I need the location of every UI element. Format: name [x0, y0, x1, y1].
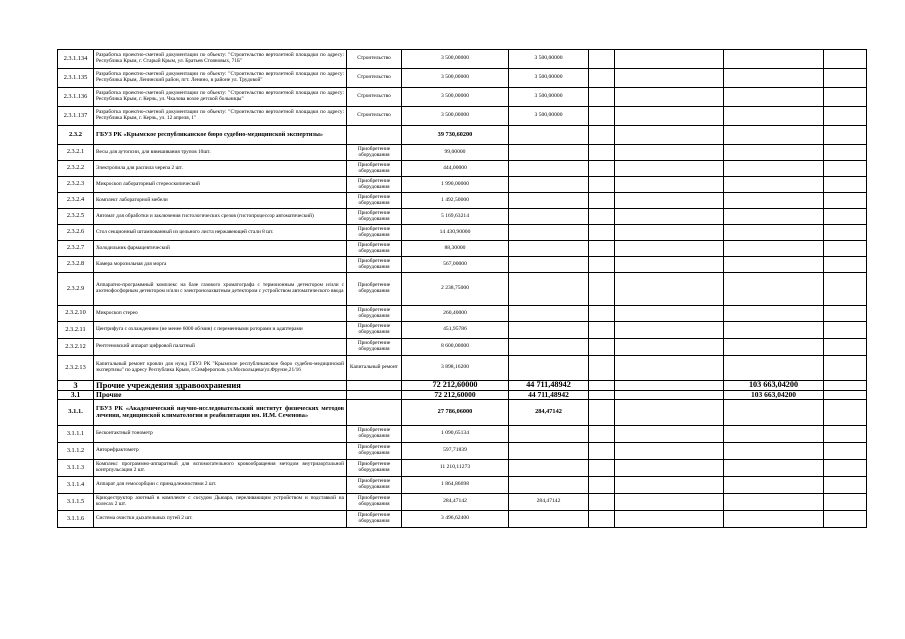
row-number-cell: 2.3.2.7 [58, 241, 94, 257]
row-empty-cell [589, 177, 615, 193]
row-description-cell: Система очистки дыхательных путей 2 шт. [94, 511, 347, 528]
row-amount-3-cell [615, 126, 724, 145]
table-row [58, 50, 867, 69]
row-amount-4-cell [724, 193, 824, 209]
row-type-cell: Приобретение оборудования [347, 443, 402, 460]
row-amount-1-cell: 2 238,75000 [402, 273, 509, 306]
row-amount-2-cell: 3 500,00000 [509, 107, 589, 126]
row-amount-2-cell [509, 209, 589, 225]
row-empty-cell [824, 356, 867, 381]
row-amount-2-cell [509, 126, 589, 145]
table-row [58, 460, 867, 477]
row-number-cell: 3.1.1. [58, 400, 94, 426]
row-empty-cell [824, 50, 867, 69]
row-amount-4-cell [724, 426, 824, 443]
row-description-cell: Аппаратно-программный комплекс на базе газового хроматографа с термоионным детектором и/или с азотнофосфорным детектором и/или с электронозахватным детектором с устройством автоматического ввода [94, 273, 347, 306]
row-amount-4-cell [724, 50, 824, 69]
row-description-cell: Комплекс программно-аппаратный для вспомогательного кровообращения методом внутриаортальной контрпульсации 2 шт. [94, 460, 347, 477]
row-amount-3-cell [615, 443, 724, 460]
row-number-cell: 3.1.1.6 [58, 511, 94, 528]
row-description-cell: Аппарат для гемосорбции с принадлежностями 2 шт. [94, 477, 347, 494]
row-description-cell: Разработка проектно-сметной документации по объекту: "Строительство вертолетной площадки по адресу: Республика Крым, г. Керчь, ул. Чкалова возле детской больницы" [94, 88, 347, 107]
row-number-cell: 2.3.2.6 [58, 225, 94, 241]
row-amount-2-cell [509, 225, 589, 241]
row-description-cell: Центрифуга с охлаждением (не менее 6000 об/мин) с переменными роторами и адаптерами [94, 322, 347, 339]
row-amount-4-cell [724, 209, 824, 225]
row-empty-cell [824, 511, 867, 528]
row-number-cell: 3.1.1.5 [58, 494, 94, 511]
row-empty-cell [589, 511, 615, 528]
row-type-cell: Приобретение оборудования [347, 225, 402, 241]
row-empty-cell [589, 356, 615, 381]
row-description-cell: Прочие учреждения здравоохранения [94, 381, 347, 391]
row-amount-3-cell [615, 381, 724, 391]
row-empty-cell [589, 145, 615, 161]
table-row [58, 306, 867, 322]
table-row [58, 400, 867, 426]
row-empty-cell [824, 391, 867, 400]
row-number-cell: 2.3.2 [58, 126, 94, 145]
row-type-cell: Приобретение оборудования [347, 177, 402, 193]
table-row [58, 356, 867, 381]
row-empty-cell [824, 88, 867, 107]
row-amount-4-cell [724, 511, 824, 528]
row-amount-3-cell [615, 356, 724, 381]
row-amount-4-cell [724, 477, 824, 494]
row-amount-3-cell [615, 241, 724, 257]
row-type-cell: Приобретение оборудования [347, 322, 402, 339]
row-number-cell: 2.3.2.8 [58, 257, 94, 273]
row-empty-cell [589, 381, 615, 391]
row-amount-1-cell: 1 492,50000 [402, 193, 509, 209]
row-description-cell: Разработка проектно-сметной документации по объекту: "Строительство вертолетной площадки по адресу: Республика Крым, г. Керчь, ул. 12 апреля, 1" [94, 107, 347, 126]
table-row [58, 225, 867, 241]
row-amount-3-cell [615, 88, 724, 107]
row-amount-2-cell [509, 511, 589, 528]
row-number-cell: 2.3.2.10 [58, 306, 94, 322]
row-empty-cell [824, 145, 867, 161]
row-type-cell: Приобретение оборудования [347, 161, 402, 177]
row-amount-1-cell: 5 169,63214 [402, 209, 509, 225]
row-type-cell [347, 391, 402, 400]
row-amount-2-cell [509, 273, 589, 306]
row-amount-1-cell: 444,00000 [402, 161, 509, 177]
row-empty-cell [589, 306, 615, 322]
row-amount-4-cell [724, 494, 824, 511]
row-amount-2-cell: 44 711,48942 [509, 381, 589, 391]
row-empty-cell [589, 494, 615, 511]
row-number-cell: 2.3.2.5 [58, 209, 94, 225]
row-number-cell: 2.3.2.2 [58, 161, 94, 177]
row-amount-2-cell [509, 477, 589, 494]
row-amount-1-cell: 11 210,11273 [402, 460, 509, 477]
budget-table [57, 49, 867, 528]
row-number-cell: 2.3.2.1 [58, 145, 94, 161]
row-amount-3-cell [615, 322, 724, 339]
row-empty-cell [589, 193, 615, 209]
row-empty-cell [824, 443, 867, 460]
row-type-cell: Капитальный ремонт [347, 356, 402, 381]
row-amount-1-cell: 14 430,90000 [402, 225, 509, 241]
row-empty-cell [589, 209, 615, 225]
row-amount-3-cell [615, 107, 724, 126]
row-amount-3-cell [615, 511, 724, 528]
row-amount-1-cell: 260,40000 [402, 306, 509, 322]
row-description-cell: Автомат для обработки и заключения гистологических срезов (гистопроцессор автоматический) [94, 209, 347, 225]
row-amount-2-cell: 44 711,48942 [509, 391, 589, 400]
table-row [58, 145, 867, 161]
row-description-cell: Весы для аутопсии, для взвешивания трупов 10шт. [94, 145, 347, 161]
row-amount-3-cell [615, 273, 724, 306]
table-row [58, 88, 867, 107]
row-amount-4-cell [724, 88, 824, 107]
row-amount-1-cell: 1 090,65134 [402, 426, 509, 443]
row-amount-4-cell [724, 241, 824, 257]
row-amount-2-cell [509, 306, 589, 322]
row-empty-cell [824, 69, 867, 88]
row-type-cell: Приобретение оборудования [347, 209, 402, 225]
row-empty-cell [589, 322, 615, 339]
row-amount-4-cell [724, 161, 824, 177]
row-number-cell: 3.1.1.2 [58, 443, 94, 460]
row-empty-cell [824, 322, 867, 339]
row-empty-cell [824, 306, 867, 322]
row-description-cell: ГБУЗ РК «Крымское республиканское бюро судебно-медицинской экспертизы» [94, 126, 347, 145]
table-row [58, 177, 867, 193]
row-amount-2-cell: 3 500,00000 [509, 88, 589, 107]
row-amount-3-cell [615, 306, 724, 322]
table-row [58, 511, 867, 528]
row-empty-cell [824, 161, 867, 177]
row-empty-cell [589, 161, 615, 177]
row-amount-1-cell: 3 500,00000 [402, 69, 509, 88]
row-description-cell: Криодеструктор азотный в комплекте с сосудом Дьюара, переливающим устройством и подставкой на колесах 2 шт. [94, 494, 347, 511]
row-amount-2-cell: 3 500,00000 [509, 69, 589, 88]
row-empty-cell [589, 426, 615, 443]
row-description-cell: Рентгеновский аппарат цифровой палатный [94, 339, 347, 356]
row-number-cell: 2.3.1.135 [58, 69, 94, 88]
table-row [58, 477, 867, 494]
row-amount-2-cell [509, 460, 589, 477]
row-amount-2-cell [509, 443, 589, 460]
row-amount-4-cell [724, 273, 824, 306]
row-description-cell: Прочие [94, 391, 347, 400]
row-description-cell: Комплект лабораторной мебели [94, 193, 347, 209]
row-description-cell: Электропила для распила черепа 2 шт. [94, 161, 347, 177]
row-amount-2-cell [509, 356, 589, 381]
table-row [58, 339, 867, 356]
row-type-cell: Приобретение оборудования [347, 145, 402, 161]
row-amount-2-cell [509, 193, 589, 209]
row-amount-2-cell [509, 161, 589, 177]
row-amount-1-cell: 1 864,86698 [402, 477, 509, 494]
row-amount-3-cell [615, 477, 724, 494]
table-row [58, 193, 867, 209]
row-amount-2-cell [509, 257, 589, 273]
row-type-cell: Приобретение оборудования [347, 306, 402, 322]
row-number-cell: 2.3.2.13 [58, 356, 94, 381]
row-amount-1-cell: 451,95786 [402, 322, 509, 339]
row-description-cell: ГБУЗ РК «Академический научно-исследовательский институт физических методов лечения, медицинской климатологии и реабилитации им. И.М. Сеченова» [94, 400, 347, 426]
row-number-cell: 2.3.1.137 [58, 107, 94, 126]
row-amount-4-cell [724, 356, 824, 381]
row-amount-1-cell: 88,30000 [402, 241, 509, 257]
row-amount-3-cell [615, 257, 724, 273]
row-amount-3-cell [615, 145, 724, 161]
row-amount-4-cell [724, 322, 824, 339]
row-type-cell [347, 126, 402, 145]
row-amount-4-cell: 103 663,04200 [724, 381, 824, 391]
row-amount-4-cell [724, 306, 824, 322]
budget-table-page [57, 49, 866, 528]
row-amount-3-cell [615, 460, 724, 477]
row-type-cell: Строительство [347, 69, 402, 88]
row-amount-4-cell [724, 257, 824, 273]
table-row [58, 69, 867, 88]
table-row [58, 494, 867, 511]
row-amount-3-cell [615, 177, 724, 193]
row-number-cell: 2.3.1.136 [58, 88, 94, 107]
row-amount-2-cell [509, 145, 589, 161]
row-type-cell: Приобретение оборудования [347, 494, 402, 511]
row-amount-3-cell [615, 494, 724, 511]
row-empty-cell [824, 381, 867, 391]
row-description-cell: Разработка проектно-сметной документации по объекту: "Строительство вертолетной площадки по адресу: Республика Крым, Ленинский район, пгт. Ленино, в районе ул. Трудовой" [94, 69, 347, 88]
row-empty-cell [824, 241, 867, 257]
row-type-cell: Строительство [347, 88, 402, 107]
table-row [58, 322, 867, 339]
row-description-cell: Стол секционный штампованный из цельного листа нержавеющей стали 8 шт. [94, 225, 347, 241]
row-amount-1-cell: 99,00000 [402, 145, 509, 161]
row-empty-cell [589, 460, 615, 477]
row-amount-4-cell: 103 663,04200 [724, 391, 824, 400]
row-amount-4-cell [724, 339, 824, 356]
row-description-cell: Микроскоп лабораторный стереоскопический [94, 177, 347, 193]
row-number-cell: 3.1.1.3 [58, 460, 94, 477]
table-row [58, 381, 867, 391]
row-empty-cell [589, 69, 615, 88]
row-amount-2-cell [509, 177, 589, 193]
row-type-cell: Приобретение оборудования [347, 511, 402, 528]
row-empty-cell [824, 209, 867, 225]
table-row [58, 443, 867, 460]
table-row [58, 273, 867, 306]
row-empty-cell [589, 88, 615, 107]
table-row [58, 107, 867, 126]
row-amount-2-cell [509, 241, 589, 257]
row-number-cell: 2.3.2.12 [58, 339, 94, 356]
row-amount-2-cell: 284,47142 [509, 400, 589, 426]
row-type-cell: Приобретение оборудования [347, 193, 402, 209]
row-number-cell: 2.3.2.4 [58, 193, 94, 209]
row-amount-1-cell: 1 990,00000 [402, 177, 509, 193]
row-empty-cell [589, 477, 615, 494]
row-empty-cell [589, 241, 615, 257]
row-amount-3-cell [615, 225, 724, 241]
row-amount-1-cell: 8 600,00000 [402, 339, 509, 356]
row-amount-4-cell [724, 145, 824, 161]
row-amount-3-cell [615, 426, 724, 443]
table-row [58, 241, 867, 257]
row-amount-3-cell [615, 391, 724, 400]
row-type-cell [347, 381, 402, 391]
row-amount-1-cell: 597,71839 [402, 443, 509, 460]
row-number-cell: 3.1.1.4 [58, 477, 94, 494]
row-amount-4-cell [724, 107, 824, 126]
row-description-cell: Разработка проектно-сметной документации по объекту: "Строительство вертолетной площадки по адресу: Республика Крым, г. Старый Крым, ул. Братьев Стояновых, 71Б" [94, 50, 347, 69]
row-empty-cell [824, 107, 867, 126]
row-empty-cell [589, 273, 615, 306]
row-empty-cell [824, 460, 867, 477]
row-amount-3-cell [615, 69, 724, 88]
row-type-cell: Приобретение оборудования [347, 339, 402, 356]
row-number-cell: 2.3.2.3 [58, 177, 94, 193]
row-amount-4-cell [724, 443, 824, 460]
row-number-cell: 3.1.1.1 [58, 426, 94, 443]
row-amount-3-cell [615, 193, 724, 209]
row-amount-3-cell [615, 209, 724, 225]
row-empty-cell [824, 257, 867, 273]
row-amount-4-cell [724, 177, 824, 193]
row-amount-1-cell: 27 786,06000 [402, 400, 509, 426]
row-amount-1-cell: 3 500,00000 [402, 50, 509, 69]
row-amount-3-cell [615, 161, 724, 177]
row-amount-1-cell: 567,00000 [402, 257, 509, 273]
row-amount-3-cell [615, 50, 724, 69]
row-empty-cell [589, 443, 615, 460]
row-empty-cell [824, 193, 867, 209]
row-description-cell: Холодильник фармацевтический [94, 241, 347, 257]
row-empty-cell [824, 339, 867, 356]
row-number-cell: 2.3.1.134 [58, 50, 94, 69]
row-amount-4-cell [724, 225, 824, 241]
row-empty-cell [824, 477, 867, 494]
row-amount-3-cell [615, 339, 724, 356]
row-amount-2-cell [509, 339, 589, 356]
row-type-cell: Приобретение оборудования [347, 241, 402, 257]
row-amount-1-cell: 3 500,00000 [402, 107, 509, 126]
row-amount-2-cell [509, 322, 589, 339]
row-number-cell: 3 [58, 381, 94, 391]
row-description-cell: Капитальный ремонт кровли для нужд ГБУЗ РК "Крымское республиканское бюро судебно-медицинской экспертизы" по адресу Республика Крым, г.Симферополь ул.Москольцева/ул.Фрунзе,21/16 [94, 356, 347, 381]
row-empty-cell [589, 50, 615, 69]
row-amount-1-cell: 3 496,62400 [402, 511, 509, 528]
row-empty-cell [589, 126, 615, 145]
row-type-cell: Приобретение оборудования [347, 273, 402, 306]
table-row [58, 161, 867, 177]
row-amount-4-cell [724, 126, 824, 145]
row-number-cell: 2.3.2.11 [58, 322, 94, 339]
row-empty-cell [824, 400, 867, 426]
row-amount-1-cell: 72 212,60000 [402, 381, 509, 391]
row-empty-cell [824, 273, 867, 306]
row-description-cell: Камера морозильная для морга [94, 257, 347, 273]
table-row [58, 209, 867, 225]
row-type-cell: Строительство [347, 107, 402, 126]
table-row [58, 126, 867, 145]
row-number-cell: 2.3.2.9 [58, 273, 94, 306]
row-empty-cell [589, 107, 615, 126]
row-amount-2-cell [509, 426, 589, 443]
row-type-cell: Строительство [347, 50, 402, 69]
row-empty-cell [824, 426, 867, 443]
table-row [58, 257, 867, 273]
row-amount-2-cell: 3 500,00000 [509, 50, 589, 69]
row-empty-cell [589, 257, 615, 273]
row-amount-2-cell: 284,47142 [509, 494, 589, 511]
row-amount-1-cell: 3 500,00000 [402, 88, 509, 107]
row-empty-cell [824, 494, 867, 511]
row-description-cell: Бесконтактный тонометр [94, 426, 347, 443]
row-amount-4-cell [724, 400, 824, 426]
row-amount-1-cell: 39 730,60200 [402, 126, 509, 145]
row-type-cell: Приобретение оборудования [347, 426, 402, 443]
row-type-cell: Приобретение оборудования [347, 257, 402, 273]
row-empty-cell [824, 225, 867, 241]
row-amount-4-cell [724, 69, 824, 88]
row-amount-3-cell [615, 400, 724, 426]
table-row [58, 426, 867, 443]
row-amount-1-cell: 72 212,60000 [402, 391, 509, 400]
row-empty-cell [824, 177, 867, 193]
row-description-cell: Микроскоп стерео [94, 306, 347, 322]
row-empty-cell [589, 339, 615, 356]
row-empty-cell [589, 391, 615, 400]
row-amount-1-cell: 3 898,16200 [402, 356, 509, 381]
row-type-cell: Приобретение оборудования [347, 477, 402, 494]
row-empty-cell [824, 126, 867, 145]
row-empty-cell [589, 225, 615, 241]
row-amount-4-cell [724, 460, 824, 477]
table-row [58, 391, 867, 400]
row-amount-1-cell: 284,47142 [402, 494, 509, 511]
row-description-cell: Авторефрактометр [94, 443, 347, 460]
row-type-cell [347, 400, 402, 426]
row-number-cell: 3.1 [58, 391, 94, 400]
row-type-cell: Приобретение оборудования [347, 460, 402, 477]
row-empty-cell [589, 400, 615, 426]
